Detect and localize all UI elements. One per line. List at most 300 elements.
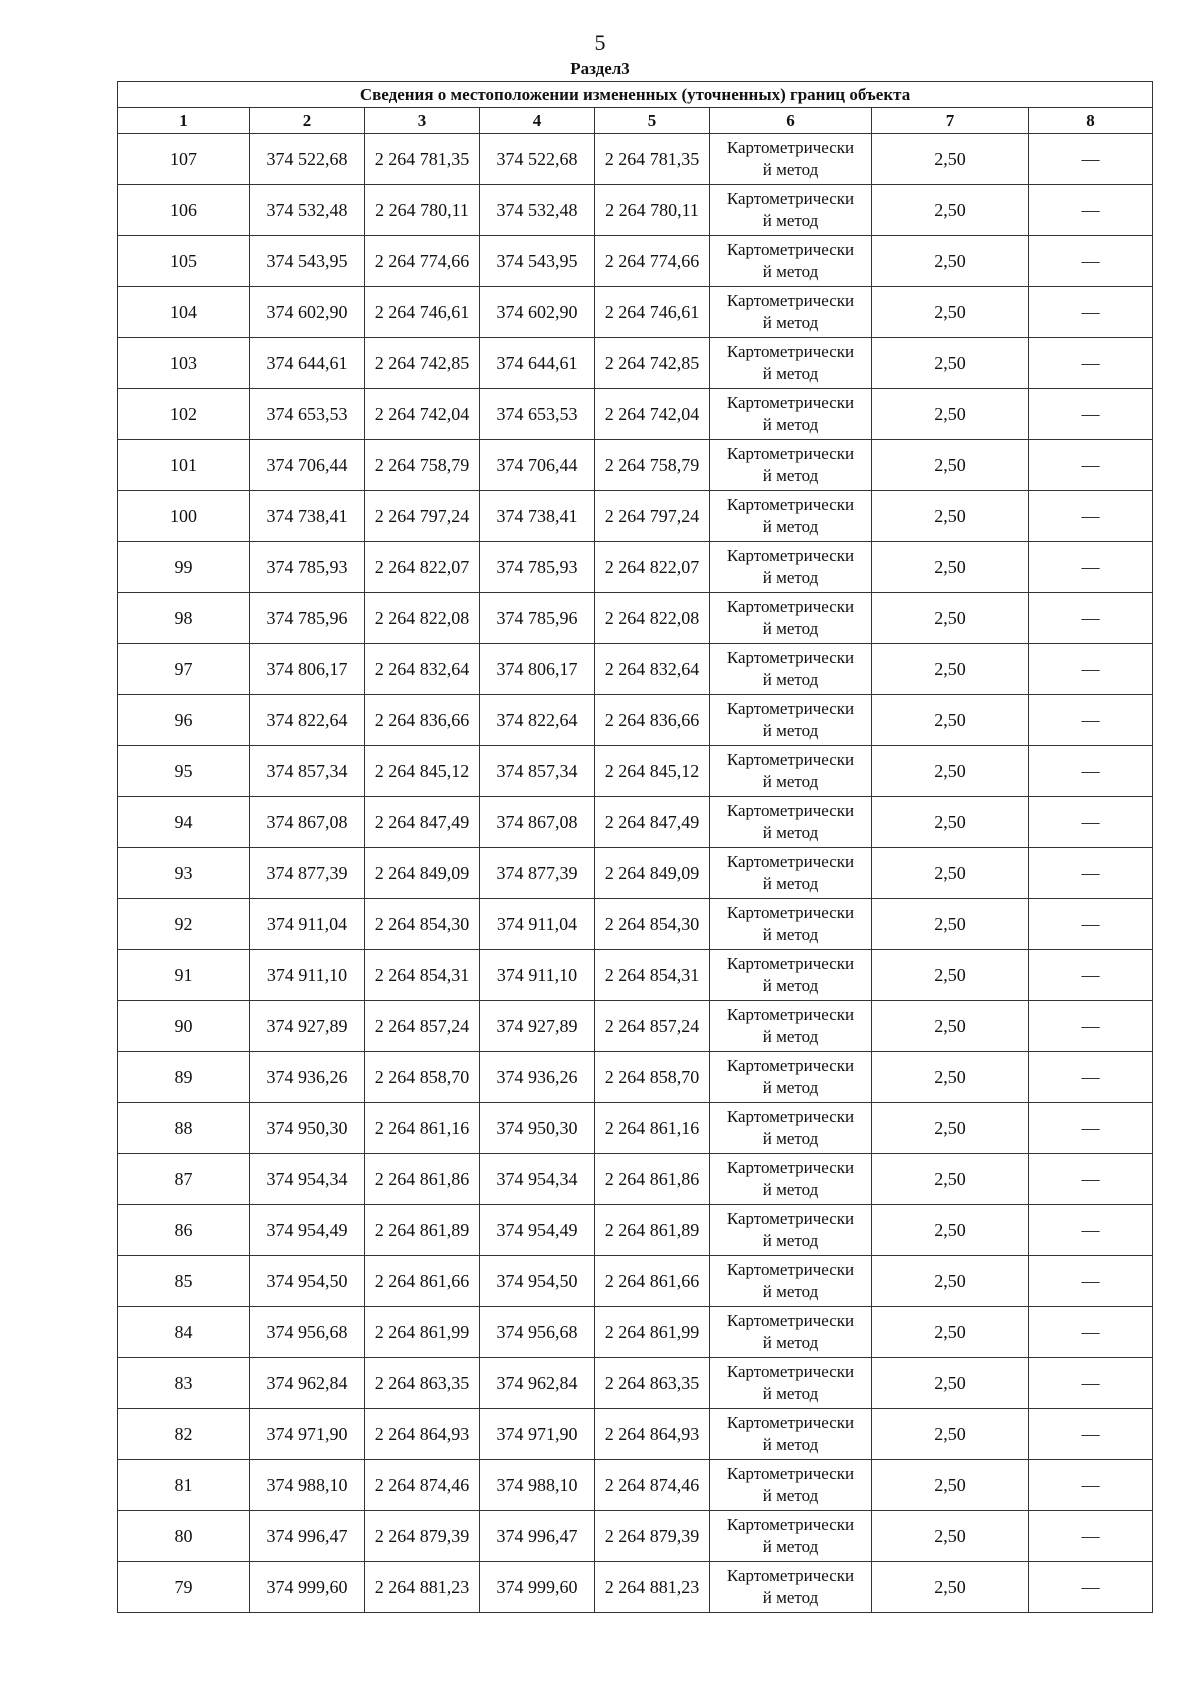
method-cell bbox=[710, 1052, 872, 1103]
page-number: 5 bbox=[594, 30, 606, 55]
point-number-cell: 86 bbox=[118, 1205, 250, 1256]
table-row bbox=[118, 1205, 1153, 1256]
description-cell: — bbox=[1029, 1460, 1153, 1511]
description-cell: — bbox=[1029, 746, 1153, 797]
table-row bbox=[118, 1562, 1153, 1613]
accuracy-cell: 2,50 bbox=[872, 1256, 1029, 1307]
method-cell bbox=[710, 1103, 872, 1154]
y-coord-cell: 2 264 854,30 bbox=[595, 899, 710, 950]
x-coord-cell: 374 911,10 bbox=[480, 950, 595, 1001]
method-cell bbox=[710, 848, 872, 899]
method-cell bbox=[710, 542, 872, 593]
column-number: 5 bbox=[595, 108, 710, 134]
table-row bbox=[118, 1052, 1153, 1103]
method-text-line: й метод bbox=[762, 1588, 819, 1607]
accuracy-cell: 2,50 bbox=[872, 491, 1029, 542]
description-cell: — bbox=[1029, 695, 1153, 746]
accuracy-cell: 2,50 bbox=[872, 1511, 1029, 1562]
point-number-cell: 93 bbox=[118, 848, 250, 899]
description-cell: — bbox=[1029, 899, 1153, 950]
description-cell: — bbox=[1029, 1205, 1153, 1256]
y-coord-cell: 2 264 861,16 bbox=[365, 1103, 480, 1154]
y-coord-cell: 2 264 847,49 bbox=[365, 797, 480, 848]
x-coord-cell: 374 996,47 bbox=[250, 1511, 365, 1562]
method-cell bbox=[710, 287, 872, 338]
accuracy-cell: 2,50 bbox=[872, 797, 1029, 848]
x-coord-cell: 374 644,61 bbox=[480, 338, 595, 389]
x-coord-cell: 374 806,17 bbox=[250, 644, 365, 695]
x-coord-cell: 374 954,34 bbox=[250, 1154, 365, 1205]
y-coord-cell: 2 264 832,64 bbox=[365, 644, 480, 695]
x-coord-cell: 374 927,89 bbox=[250, 1001, 365, 1052]
table-row bbox=[118, 1256, 1153, 1307]
x-coord-cell: 374 954,49 bbox=[250, 1205, 365, 1256]
x-coord-cell: 374 877,39 bbox=[480, 848, 595, 899]
x-coord-cell: 374 738,41 bbox=[480, 491, 595, 542]
method-text-line: Картометрически bbox=[726, 1464, 855, 1483]
table-row bbox=[118, 593, 1153, 644]
y-coord-cell: 2 264 774,66 bbox=[595, 236, 710, 287]
method-text-line: й метод bbox=[762, 364, 819, 383]
method-text-line: й метод bbox=[762, 1384, 819, 1403]
method-text-line: й метод bbox=[762, 772, 819, 791]
y-coord-cell: 2 264 742,04 bbox=[365, 389, 480, 440]
description-cell: — bbox=[1029, 491, 1153, 542]
x-coord-cell: 374 706,44 bbox=[250, 440, 365, 491]
column-number: 1 bbox=[118, 108, 250, 134]
method-text-line: Картометрически bbox=[726, 138, 855, 157]
point-number-cell: 104 bbox=[118, 287, 250, 338]
accuracy-cell: 2,50 bbox=[872, 1460, 1029, 1511]
method-cell bbox=[710, 1307, 872, 1358]
method-text-line: й метод bbox=[762, 415, 819, 434]
method-text-line: й метод bbox=[762, 976, 819, 995]
method-cell bbox=[710, 1358, 872, 1409]
table-row bbox=[118, 1460, 1153, 1511]
description-cell: — bbox=[1029, 236, 1153, 287]
column-number: 3 bbox=[365, 108, 480, 134]
description-cell: — bbox=[1029, 848, 1153, 899]
y-coord-cell: 2 264 864,93 bbox=[595, 1409, 710, 1460]
accuracy-cell: 2,50 bbox=[872, 338, 1029, 389]
method-text-line: й метод bbox=[762, 1231, 819, 1250]
method-text-line: Картометрически bbox=[726, 801, 855, 820]
x-coord-cell: 374 962,84 bbox=[250, 1358, 365, 1409]
x-coord-cell: 374 956,68 bbox=[480, 1307, 595, 1358]
table-row bbox=[118, 695, 1153, 746]
accuracy-cell: 2,50 bbox=[872, 1307, 1029, 1358]
accuracy-cell: 2,50 bbox=[872, 695, 1029, 746]
x-coord-cell: 374 785,96 bbox=[480, 593, 595, 644]
x-coord-cell: 374 950,30 bbox=[250, 1103, 365, 1154]
accuracy-cell: 2,50 bbox=[872, 1409, 1029, 1460]
table-row bbox=[118, 236, 1153, 287]
point-number-cell: 94 bbox=[118, 797, 250, 848]
x-coord-cell: 374 954,50 bbox=[480, 1256, 595, 1307]
method-cell bbox=[710, 1001, 872, 1052]
coordinates-table bbox=[117, 81, 1153, 1613]
method-text-line: й метод bbox=[762, 1537, 819, 1556]
x-coord-cell: 374 911,10 bbox=[250, 950, 365, 1001]
y-coord-cell: 2 264 746,61 bbox=[365, 287, 480, 338]
point-number-cell: 91 bbox=[118, 950, 250, 1001]
x-coord-cell: 374 927,89 bbox=[480, 1001, 595, 1052]
method-text-line: й метод bbox=[762, 568, 819, 587]
description-cell: — bbox=[1029, 338, 1153, 389]
point-number-cell: 88 bbox=[118, 1103, 250, 1154]
accuracy-cell: 2,50 bbox=[872, 542, 1029, 593]
method-text-line: й метод bbox=[762, 211, 819, 230]
x-coord-cell: 374 644,61 bbox=[250, 338, 365, 389]
x-coord-cell: 374 988,10 bbox=[250, 1460, 365, 1511]
y-coord-cell: 2 264 781,35 bbox=[365, 134, 480, 185]
method-text-line: Картометрически bbox=[726, 189, 855, 208]
x-coord-cell: 374 857,34 bbox=[480, 746, 595, 797]
column-number: 2 bbox=[250, 108, 365, 134]
description-cell: — bbox=[1029, 1409, 1153, 1460]
x-coord-cell: 374 988,10 bbox=[480, 1460, 595, 1511]
accuracy-cell: 2,50 bbox=[872, 899, 1029, 950]
y-coord-cell: 2 264 861,66 bbox=[365, 1256, 480, 1307]
x-coord-cell: 374 996,47 bbox=[480, 1511, 595, 1562]
column-number: 6 bbox=[710, 108, 872, 134]
y-coord-cell: 2 264 858,70 bbox=[365, 1052, 480, 1103]
point-number-cell: 80 bbox=[118, 1511, 250, 1562]
column-number: 4 bbox=[480, 108, 595, 134]
method-text-line: Картометрически bbox=[726, 291, 855, 310]
x-coord-cell: 374 785,96 bbox=[250, 593, 365, 644]
x-coord-cell: 374 522,68 bbox=[480, 134, 595, 185]
x-coord-cell: 374 602,90 bbox=[250, 287, 365, 338]
table-row bbox=[118, 1511, 1153, 1562]
method-text-line: й метод bbox=[762, 670, 819, 689]
method-cell bbox=[710, 440, 872, 491]
table-row bbox=[118, 1154, 1153, 1205]
table-row bbox=[118, 1358, 1153, 1409]
point-number-cell: 95 bbox=[118, 746, 250, 797]
description-cell: — bbox=[1029, 797, 1153, 848]
x-coord-cell: 374 911,04 bbox=[250, 899, 365, 950]
point-number-cell: 102 bbox=[118, 389, 250, 440]
y-coord-cell: 2 264 746,61 bbox=[595, 287, 710, 338]
method-text-line: Картометрически bbox=[726, 1158, 855, 1177]
method-cell bbox=[710, 1154, 872, 1205]
method-text-line: Картометрически bbox=[726, 1056, 855, 1075]
table-row bbox=[118, 185, 1153, 236]
method-cell bbox=[710, 236, 872, 287]
accuracy-cell: 2,50 bbox=[872, 593, 1029, 644]
accuracy-cell: 2,50 bbox=[872, 389, 1029, 440]
accuracy-cell: 2,50 bbox=[872, 1205, 1029, 1256]
method-cell bbox=[710, 1256, 872, 1307]
table-row bbox=[118, 899, 1153, 950]
y-coord-cell: 2 264 742,85 bbox=[595, 338, 710, 389]
method-text-line: й метод bbox=[762, 313, 819, 332]
method-text-line: Картометрически bbox=[726, 546, 855, 565]
description-cell: — bbox=[1029, 1103, 1153, 1154]
y-coord-cell: 2 264 861,86 bbox=[365, 1154, 480, 1205]
description-cell: — bbox=[1029, 1562, 1153, 1613]
point-number-cell: 87 bbox=[118, 1154, 250, 1205]
method-text-line: Картометрически bbox=[726, 495, 855, 514]
y-coord-cell: 2 264 857,24 bbox=[365, 1001, 480, 1052]
description-cell: — bbox=[1029, 185, 1153, 236]
y-coord-cell: 2 264 879,39 bbox=[365, 1511, 480, 1562]
table-row bbox=[118, 287, 1153, 338]
method-text-line: й метод bbox=[762, 1078, 819, 1097]
point-number-cell: 83 bbox=[118, 1358, 250, 1409]
y-coord-cell: 2 264 847,49 bbox=[595, 797, 710, 848]
accuracy-cell: 2,50 bbox=[872, 440, 1029, 491]
point-number-cell: 103 bbox=[118, 338, 250, 389]
y-coord-cell: 2 264 874,46 bbox=[365, 1460, 480, 1511]
y-coord-cell: 2 264 758,79 bbox=[595, 440, 710, 491]
x-coord-cell: 374 954,34 bbox=[480, 1154, 595, 1205]
accuracy-cell: 2,50 bbox=[872, 287, 1029, 338]
accuracy-cell: 2,50 bbox=[872, 1001, 1029, 1052]
column-number: 7 bbox=[872, 108, 1029, 134]
method-cell bbox=[710, 1205, 872, 1256]
y-coord-cell: 2 264 832,64 bbox=[595, 644, 710, 695]
method-text-line: й метод bbox=[762, 1180, 819, 1199]
y-coord-cell: 2 264 881,23 bbox=[365, 1562, 480, 1613]
y-coord-cell: 2 264 854,31 bbox=[365, 950, 480, 1001]
y-coord-cell: 2 264 742,04 bbox=[595, 389, 710, 440]
table-row bbox=[118, 1103, 1153, 1154]
x-coord-cell: 374 877,39 bbox=[250, 848, 365, 899]
table-row bbox=[118, 389, 1153, 440]
description-cell: — bbox=[1029, 644, 1153, 695]
y-coord-cell: 2 264 836,66 bbox=[365, 695, 480, 746]
x-coord-cell: 374 999,60 bbox=[480, 1562, 595, 1613]
x-coord-cell: 374 785,93 bbox=[480, 542, 595, 593]
description-cell: — bbox=[1029, 287, 1153, 338]
x-coord-cell: 374 867,08 bbox=[480, 797, 595, 848]
x-coord-cell: 374 999,60 bbox=[250, 1562, 365, 1613]
point-number-cell: 97 bbox=[118, 644, 250, 695]
method-text-line: Картометрически bbox=[726, 1515, 855, 1534]
point-number-cell: 85 bbox=[118, 1256, 250, 1307]
x-coord-cell: 374 971,90 bbox=[480, 1409, 595, 1460]
x-coord-cell: 374 950,30 bbox=[480, 1103, 595, 1154]
method-cell bbox=[710, 134, 872, 185]
section-title: Раздел3 bbox=[570, 59, 630, 78]
point-number-cell: 90 bbox=[118, 1001, 250, 1052]
description-cell: — bbox=[1029, 1307, 1153, 1358]
y-coord-cell: 2 264 863,35 bbox=[365, 1358, 480, 1409]
y-coord-cell: 2 264 861,99 bbox=[365, 1307, 480, 1358]
method-text-line: й метод bbox=[762, 1333, 819, 1352]
point-number-cell: 99 bbox=[118, 542, 250, 593]
x-coord-cell: 374 738,41 bbox=[250, 491, 365, 542]
accuracy-cell: 2,50 bbox=[872, 1052, 1029, 1103]
table-caption-row bbox=[118, 82, 1153, 108]
method-text-line: й метод bbox=[762, 262, 819, 281]
method-cell bbox=[710, 491, 872, 542]
method-cell bbox=[710, 389, 872, 440]
x-coord-cell: 374 936,26 bbox=[480, 1052, 595, 1103]
method-text-line: й метод bbox=[762, 925, 819, 944]
y-coord-cell: 2 264 879,39 bbox=[595, 1511, 710, 1562]
x-coord-cell: 374 867,08 bbox=[250, 797, 365, 848]
method-text-line: Картометрически bbox=[726, 1311, 855, 1330]
method-text-line: й метод bbox=[762, 517, 819, 536]
method-text-line: й метод bbox=[762, 823, 819, 842]
description-cell: — bbox=[1029, 1511, 1153, 1562]
description-cell: — bbox=[1029, 542, 1153, 593]
method-text-line: Картометрически bbox=[726, 954, 855, 973]
description-cell: — bbox=[1029, 1154, 1153, 1205]
y-coord-cell: 2 264 881,23 bbox=[595, 1562, 710, 1613]
x-coord-cell: 374 602,90 bbox=[480, 287, 595, 338]
accuracy-cell: 2,50 bbox=[872, 746, 1029, 797]
y-coord-cell: 2 264 780,11 bbox=[365, 185, 480, 236]
x-coord-cell: 374 785,93 bbox=[250, 542, 365, 593]
method-text-line: Картометрически bbox=[726, 1209, 855, 1228]
x-coord-cell: 374 532,48 bbox=[250, 185, 365, 236]
x-coord-cell: 374 962,84 bbox=[480, 1358, 595, 1409]
table-row bbox=[118, 1409, 1153, 1460]
y-coord-cell: 2 264 849,09 bbox=[365, 848, 480, 899]
table-row bbox=[118, 1307, 1153, 1358]
method-text-line: Картометрически bbox=[726, 648, 855, 667]
method-text-line: Картометрически bbox=[726, 342, 855, 361]
y-coord-cell: 2 264 863,35 bbox=[595, 1358, 710, 1409]
accuracy-cell: 2,50 bbox=[872, 950, 1029, 1001]
method-cell bbox=[710, 797, 872, 848]
description-cell: — bbox=[1029, 440, 1153, 491]
y-coord-cell: 2 264 797,24 bbox=[365, 491, 480, 542]
point-number-cell: 89 bbox=[118, 1052, 250, 1103]
x-coord-cell: 374 822,64 bbox=[480, 695, 595, 746]
method-text-line: Картометрически bbox=[726, 903, 855, 922]
y-coord-cell: 2 264 864,93 bbox=[365, 1409, 480, 1460]
point-number-cell: 98 bbox=[118, 593, 250, 644]
accuracy-cell: 2,50 bbox=[872, 1154, 1029, 1205]
method-cell bbox=[710, 644, 872, 695]
method-text-line: й метод bbox=[762, 874, 819, 893]
y-coord-cell: 2 264 845,12 bbox=[365, 746, 480, 797]
method-text-line: й метод bbox=[762, 1027, 819, 1046]
method-text-line: Картометрически bbox=[726, 1362, 855, 1381]
method-text-line: й метод bbox=[762, 160, 819, 179]
method-text-line: й метод bbox=[762, 721, 819, 740]
method-text-line: й метод bbox=[762, 1486, 819, 1505]
x-coord-cell: 374 653,53 bbox=[480, 389, 595, 440]
y-coord-cell: 2 264 780,11 bbox=[595, 185, 710, 236]
x-coord-cell: 374 956,68 bbox=[250, 1307, 365, 1358]
description-cell: — bbox=[1029, 1256, 1153, 1307]
table-row bbox=[118, 134, 1153, 185]
method-cell bbox=[710, 1460, 872, 1511]
method-text-line: Картометрически bbox=[726, 444, 855, 463]
description-cell: — bbox=[1029, 593, 1153, 644]
y-coord-cell: 2 264 861,16 bbox=[595, 1103, 710, 1154]
method-cell bbox=[710, 746, 872, 797]
point-number-cell: 96 bbox=[118, 695, 250, 746]
column-number: 8 bbox=[1029, 108, 1153, 134]
description-cell: — bbox=[1029, 134, 1153, 185]
y-coord-cell: 2 264 854,30 bbox=[365, 899, 480, 950]
y-coord-cell: 2 264 758,79 bbox=[365, 440, 480, 491]
point-number-cell: 107 bbox=[118, 134, 250, 185]
y-coord-cell: 2 264 858,70 bbox=[595, 1052, 710, 1103]
method-cell bbox=[710, 695, 872, 746]
method-text-line: Картометрически bbox=[726, 852, 855, 871]
y-coord-cell: 2 264 781,35 bbox=[595, 134, 710, 185]
y-coord-cell: 2 264 861,89 bbox=[595, 1205, 710, 1256]
point-number-cell: 101 bbox=[118, 440, 250, 491]
accuracy-cell: 2,50 bbox=[872, 185, 1029, 236]
x-coord-cell: 374 532,48 bbox=[480, 185, 595, 236]
method-cell bbox=[710, 1562, 872, 1613]
point-number-cell: 106 bbox=[118, 185, 250, 236]
y-coord-cell: 2 264 822,08 bbox=[365, 593, 480, 644]
table-caption: Сведения о местоположении измененных (уточненных) границ объекта bbox=[118, 82, 1153, 108]
method-text-line: Картометрически bbox=[726, 1413, 855, 1432]
y-coord-cell: 2 264 874,46 bbox=[595, 1460, 710, 1511]
description-cell: — bbox=[1029, 1052, 1153, 1103]
description-cell: — bbox=[1029, 1001, 1153, 1052]
y-coord-cell: 2 264 822,08 bbox=[595, 593, 710, 644]
table-row bbox=[118, 797, 1153, 848]
y-coord-cell: 2 264 822,07 bbox=[595, 542, 710, 593]
description-cell: — bbox=[1029, 1358, 1153, 1409]
y-coord-cell: 2 264 845,12 bbox=[595, 746, 710, 797]
column-number-row bbox=[118, 108, 1153, 134]
y-coord-cell: 2 264 857,24 bbox=[595, 1001, 710, 1052]
accuracy-cell: 2,50 bbox=[872, 1562, 1029, 1613]
y-coord-cell: 2 264 774,66 bbox=[365, 236, 480, 287]
y-coord-cell: 2 264 849,09 bbox=[595, 848, 710, 899]
point-number-cell: 79 bbox=[118, 1562, 250, 1613]
method-text-line: й метод bbox=[762, 1129, 819, 1148]
method-text-line: Картометрически bbox=[726, 1107, 855, 1126]
table-body bbox=[118, 134, 1153, 1613]
accuracy-cell: 2,50 bbox=[872, 1103, 1029, 1154]
method-cell bbox=[710, 1409, 872, 1460]
accuracy-cell: 2,50 bbox=[872, 848, 1029, 899]
method-text-line: й метод bbox=[762, 466, 819, 485]
method-cell bbox=[710, 1511, 872, 1562]
x-coord-cell: 374 653,53 bbox=[250, 389, 365, 440]
y-coord-cell: 2 264 742,85 bbox=[365, 338, 480, 389]
method-cell bbox=[710, 185, 872, 236]
description-cell: — bbox=[1029, 950, 1153, 1001]
method-text-line: й метод bbox=[762, 619, 819, 638]
method-text-line: Картометрически bbox=[726, 699, 855, 718]
method-text-line: Картометрически bbox=[726, 1566, 855, 1585]
method-cell bbox=[710, 899, 872, 950]
table-row bbox=[118, 338, 1153, 389]
y-coord-cell: 2 264 797,24 bbox=[595, 491, 710, 542]
point-number-cell: 81 bbox=[118, 1460, 250, 1511]
y-coord-cell: 2 264 836,66 bbox=[595, 695, 710, 746]
point-number-cell: 100 bbox=[118, 491, 250, 542]
method-text-line: Картометрически bbox=[726, 393, 855, 412]
method-cell bbox=[710, 338, 872, 389]
table-row bbox=[118, 440, 1153, 491]
y-coord-cell: 2 264 861,86 bbox=[595, 1154, 710, 1205]
x-coord-cell: 374 806,17 bbox=[480, 644, 595, 695]
method-text-line: Картометрически bbox=[726, 1260, 855, 1279]
table-row bbox=[118, 1001, 1153, 1052]
x-coord-cell: 374 971,90 bbox=[250, 1409, 365, 1460]
x-coord-cell: 374 543,95 bbox=[250, 236, 365, 287]
table-row bbox=[118, 950, 1153, 1001]
table-row bbox=[118, 848, 1153, 899]
method-text-line: Картометрически bbox=[726, 1005, 855, 1024]
